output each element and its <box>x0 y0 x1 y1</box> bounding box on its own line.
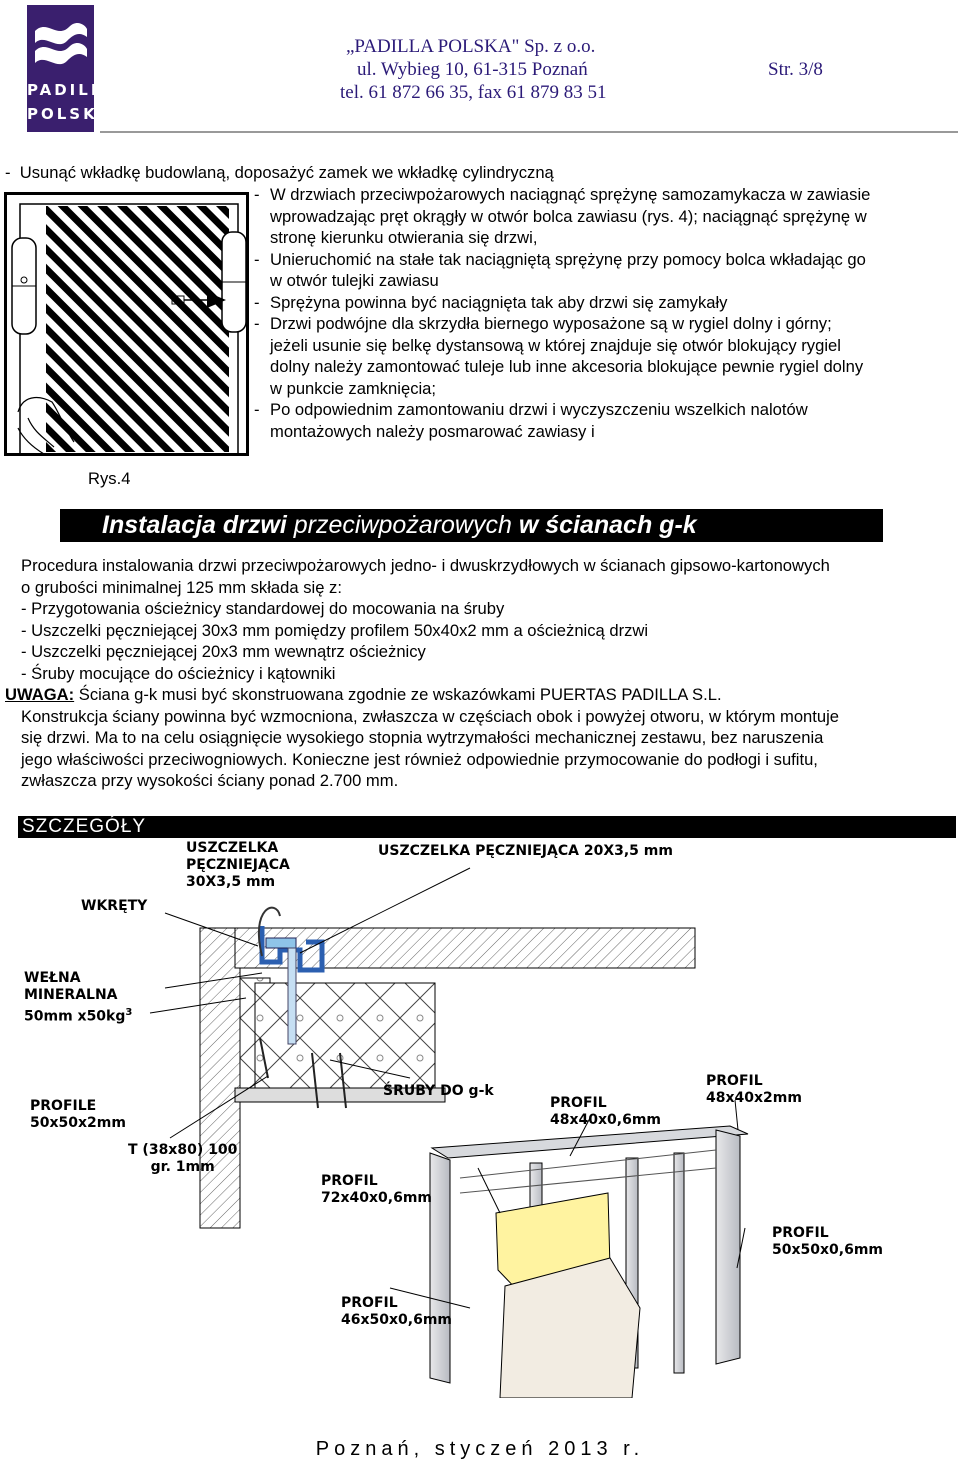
figure-caption: Rys.4 <box>88 469 131 488</box>
side-item-text: dolny należy zamontować tuleje lub inne akcesoria blokujące pewnie rygiel dolny <box>270 357 864 376</box>
side-item-text: w punkcie zamknięcia; <box>270 378 437 398</box>
label-welna <box>24 970 132 1026</box>
label-profil-72 <box>321 1173 432 1207</box>
footer-date: Poznań, styczeń 2013 r. <box>315 1438 645 1460</box>
label-line: 46x50x0,6mm <box>341 1312 453 1328</box>
section-title-banner <box>60 509 883 542</box>
procedure-paragraph-line: się drzwi. Ma to na celu osiągnięcie wysokiego stopnia wytrzymałości mechanicznej zestawu, bez naruszenia <box>21 728 824 747</box>
label-wkrety: WKRĘTY <box>81 898 148 914</box>
label-line: T (38x80) 100 <box>128 1142 238 1158</box>
label-line: PROFILE <box>30 1098 97 1114</box>
label-line: PROFIL <box>706 1073 763 1089</box>
label-line: PROFIL <box>321 1173 378 1189</box>
procedure-item: - Uszczelki pęczniejącej 30x3 mm pomiędzy profilem 50x40x2 mm a ościeżnicą drzwi <box>21 620 649 640</box>
header-divider <box>100 131 958 133</box>
section-title-bold: w ścianach g-k <box>518 511 697 539</box>
page-number: Str. 3/8 <box>768 59 823 80</box>
figure-rys4 <box>4 192 249 456</box>
top-list-item: - Usunąć wkładkę budowlaną, doposażyć zamek we wkładkę cylindryczną <box>5 163 554 182</box>
side-item-text: montażowych należy posmarować zawiasy i <box>270 421 595 441</box>
top-list-item-text: Usunąć wkładkę budowlaną, doposażyć zamek we wkładkę cylindryczną <box>19 163 554 182</box>
side-item-text: w otwór tulejki zawiasu <box>270 271 439 290</box>
label-t-profile <box>128 1142 237 1176</box>
logo-text-polska: POLSKA <box>27 105 113 123</box>
gk-board <box>200 928 240 1228</box>
company-phone: tel. 61 872 66 35, fax 61 879 83 51 <box>340 82 607 103</box>
procedure-item: - Uszczelki pęczniejącej 20x3 mm wewnątrz ościeżnicy <box>21 642 426 661</box>
details-banner <box>18 816 956 838</box>
company-name: „PADILLA POLSKA" Sp. z o.o. <box>346 36 596 57</box>
seal-strip <box>266 938 296 948</box>
uwaga-text: Ściana g-k musi być skonstruowana zgodnie ze wskazówkami PUERTAS PADILLA S.L. <box>74 685 722 704</box>
label-profil-48 <box>550 1095 661 1129</box>
label-line: 48x40x2mm <box>706 1090 802 1106</box>
label-line <box>24 1004 132 1026</box>
side-list <box>254 184 956 442</box>
procedure-item: - Śruby mocujące do ościeżnicy i kątowniki <box>21 663 336 683</box>
procedure-block <box>5 555 956 792</box>
label-line: 50x50x2mm <box>30 1115 126 1131</box>
section-title-bold: Instalacja drzwi <box>102 511 287 539</box>
label-line: MINERALNA <box>24 987 118 1003</box>
side-list-item: - Drzwi podwójne dla skrzydła biernego wyposażone są w rygiel dolny i górny; <box>254 314 832 333</box>
label-line: gr. 1mm <box>150 1159 215 1175</box>
procedure-paragraph-line: jego właściwości przeciwogniowych. Konieczne jest również odpowiednie przymocowanie do podłogi i sufitu, <box>21 749 818 769</box>
logo-text-padilla: PADILLA <box>27 81 118 99</box>
side-item-text: Po odpowiednim zamontowaniu drzwi i wyczyszczeniu wszelkich nalotów <box>270 400 808 419</box>
frame-perspective <box>430 1126 748 1398</box>
side-list-item: - Unieruchomić na stałe tak naciągniętą sprężynę przy pomocy bolca wkładając go <box>254 249 866 269</box>
label-profil-46 <box>341 1295 452 1329</box>
label-line: 30X3,5 mm <box>186 874 276 890</box>
label-text: 50mm x50kg <box>24 1008 126 1025</box>
section-title-normal: przeciwpożarowych <box>286 511 519 539</box>
side-item-text: Unieruchomić na stałe tak naciągniętą sprężynę przy pomocy bolca wkładając go <box>270 249 866 269</box>
detail-drawing <box>0 838 960 1398</box>
details-banner-text: SZCZEGÓŁY <box>22 816 147 837</box>
label-line: 48x40x0,6mm <box>550 1112 662 1128</box>
label-superscript: 3 <box>125 1007 133 1018</box>
side-item-text: stronę kierunku otwierania się drzwi, <box>270 228 538 247</box>
label-uszczelka-20: USZCZELKA PĘCZNIEJĄCA 20X3,5 mm <box>378 843 673 859</box>
label-profil-48x2 <box>706 1073 802 1107</box>
label-line: 50x50x0,6mm <box>772 1242 884 1258</box>
side-item-text: W drzwiach przeciwpożarowych naciągnąć sprężynę samozamykacza w zawiasie <box>270 185 871 204</box>
procedure-paragraph-line: zwłaszcza przy wysokości ściany ponad 2.700 mm. <box>21 771 399 790</box>
side-list-item: - Sprężyna powinna być naciągnięta tak aby drzwi się zamykały <box>254 292 728 312</box>
procedure-intro: o grubości minimalnej 125 mm składa się z: <box>21 577 342 597</box>
section-title <box>102 511 697 540</box>
side-list-item: - W drzwiach przeciwpożarowych naciągnąć sprężynę samozamykacza w zawiasie <box>254 185 871 204</box>
label-profil-50 <box>772 1225 883 1259</box>
logo-wave-icon <box>27 9 94 79</box>
side-item-text: wprowadzając pręt okrągły w otwór bolca zawiasu (rys. 4); naciągnąć sprężynę w <box>270 206 867 226</box>
label-line: WEŁNA <box>24 970 81 986</box>
label-line: PROFIL <box>341 1295 398 1311</box>
label-profile <box>30 1098 126 1132</box>
side-list-item: - Po odpowiednim zamontowaniu drzwi i wyczyszczeniu wszelkich nalotów <box>254 400 808 419</box>
label-sruby: ŚRUBY DO g-k <box>383 1083 494 1099</box>
side-item-text: jeżeli usunie się belkę dystansową w której znajduje się otwór blokujący rygiel <box>270 335 841 355</box>
side-item-text: Sprężyna powinna być naciągnięta tak aby drzwi się zamykały <box>270 292 728 312</box>
label-line: USZCZELKA <box>186 840 279 856</box>
procedure-item: - Przygotowania ościeżnicy standardowej do mocowania na śruby <box>21 599 505 618</box>
label-line: PROFIL <box>772 1225 829 1241</box>
label-line: 72x40x0,6mm <box>321 1190 433 1206</box>
company-logo <box>27 5 118 132</box>
gk-board-top <box>235 928 695 968</box>
uwaga-line <box>5 684 956 706</box>
procedure-intro: Procedura instalowania drzwi przeciwpożarowych jedno- i dwuskrzydłowych w ścianach gipsowo-kartonowych <box>21 556 830 575</box>
label-line: PĘCZNIEJĄCA <box>186 857 290 873</box>
company-address: ul. Wybieg 10, 61-315 Poznań <box>357 59 588 80</box>
procedure-paragraph-line: Konstrukcja ściany powinna być wzmocniona, zwłaszcza w częściach obok i powyżej otworu, w którym montuje <box>21 706 840 726</box>
uwaga-label: UWAGA: <box>5 685 75 704</box>
side-item-text: Drzwi podwójne dla skrzydła biernego wyposażone są w rygiel dolny i górny; <box>270 314 832 333</box>
label-uszczelka <box>186 840 290 891</box>
label-line: PROFIL <box>550 1095 607 1111</box>
